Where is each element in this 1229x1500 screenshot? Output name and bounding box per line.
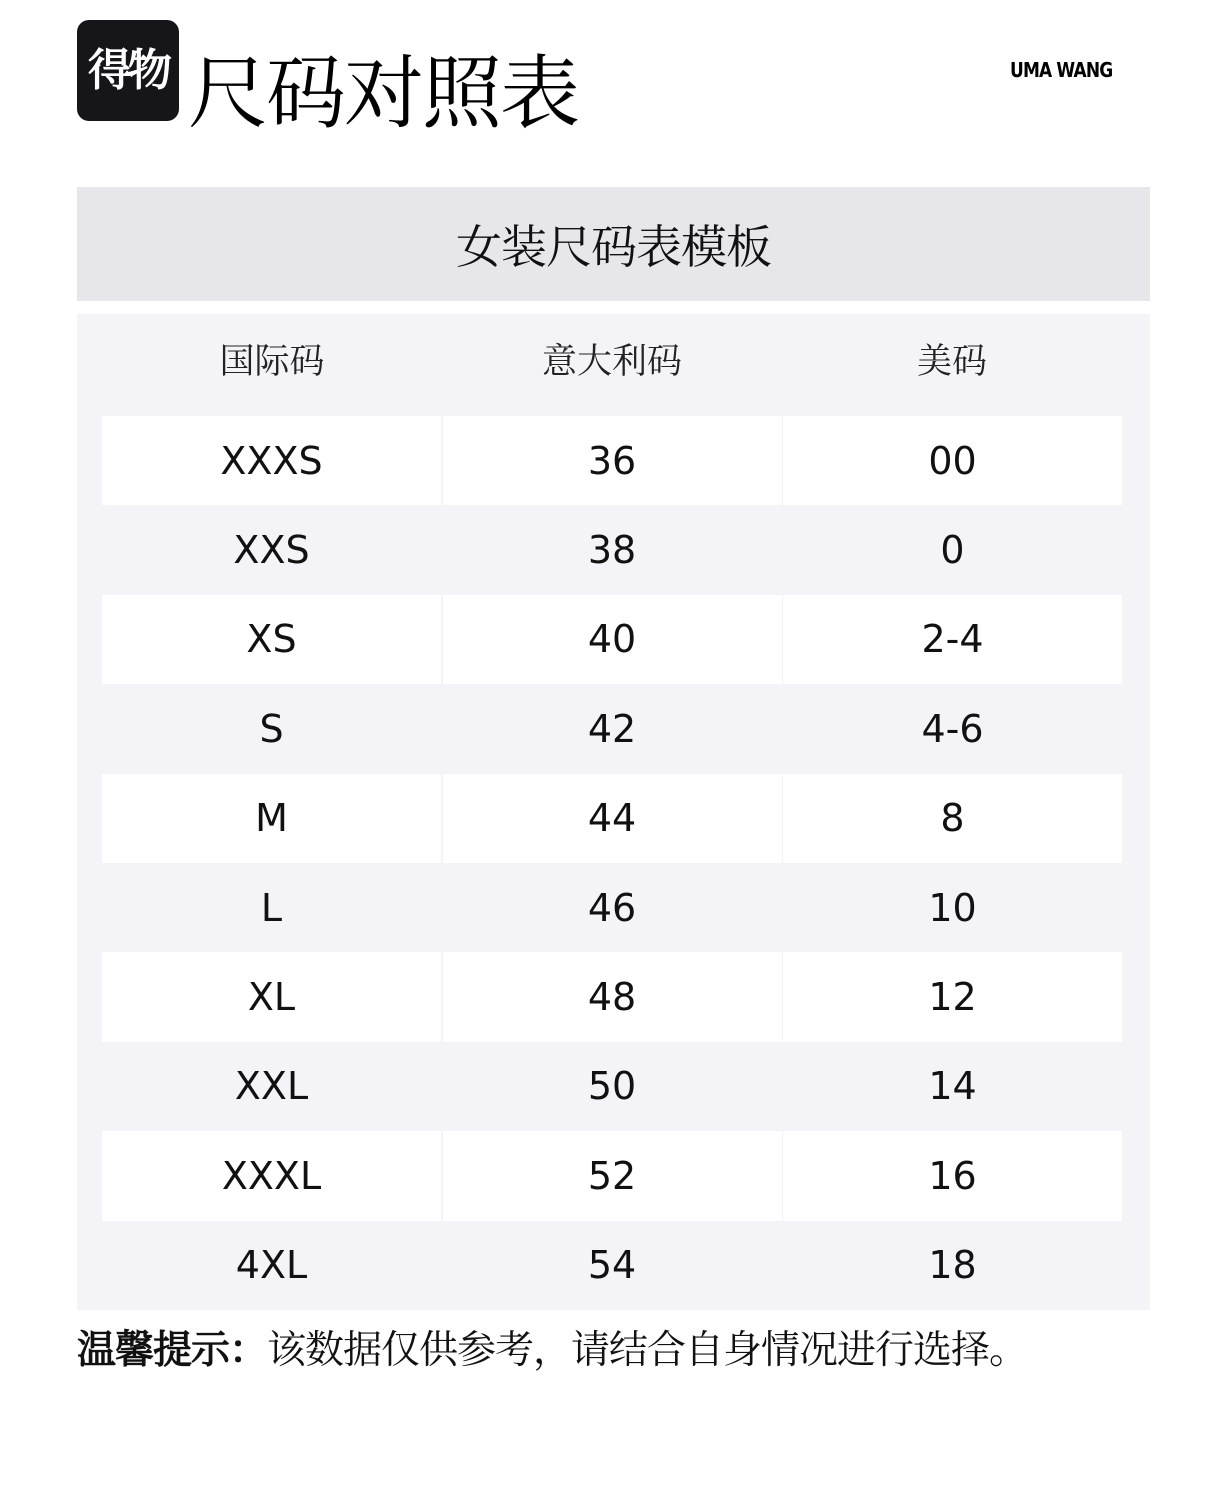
table-title-bar (77, 187, 1150, 301)
table-row (102, 774, 1122, 863)
cell-international: XXL (234, 1064, 309, 1109)
column-header-us: 美码 (916, 342, 987, 382)
cell-us: 16 (783, 1131, 1122, 1220)
cell-us: 00 (783, 416, 1122, 505)
cell-international: M (102, 774, 441, 863)
cell-international: XXXL (102, 1131, 441, 1220)
table-header-row (102, 314, 1122, 416)
table-row (102, 952, 1122, 1041)
table-row (102, 505, 1122, 594)
table-row (102, 1131, 1122, 1220)
footer-note-label: 温馨提示： (77, 1328, 268, 1373)
cell-international: S (259, 706, 284, 751)
cell-international: XXS (233, 528, 310, 573)
cell-italian: 38 (587, 528, 637, 573)
cell-us: 18 (928, 1243, 977, 1288)
cell-italian: 50 (587, 1064, 637, 1109)
cell-international: L (260, 885, 283, 930)
dewu-logo: 得物 (77, 20, 179, 121)
cell-international: 4XL (235, 1243, 308, 1288)
size-table (77, 314, 1150, 1310)
table-title: 女装尺码表模板 (456, 220, 771, 274)
brand-name: UMA WANG (1010, 58, 1113, 82)
column-header-international: 国际码 (219, 342, 325, 382)
table-row (102, 684, 1122, 773)
table-row (102, 416, 1122, 505)
cell-us: 10 (928, 885, 977, 930)
table-row (102, 595, 1122, 684)
table-row (102, 1042, 1122, 1131)
cell-italian: 48 (443, 952, 782, 1041)
cell-italian: 44 (443, 774, 782, 863)
cell-italian: 40 (443, 595, 782, 684)
cell-italian: 54 (587, 1243, 637, 1288)
cell-international: XXXS (102, 416, 441, 505)
cell-us: 8 (783, 774, 1122, 863)
cell-international: XS (102, 595, 441, 684)
cell-us: 2-4 (783, 595, 1122, 684)
cell-us: 0 (940, 528, 965, 573)
column-header-italian: 意大利码 (541, 342, 682, 382)
table-row (102, 863, 1122, 952)
cell-international: XL (102, 952, 441, 1041)
cell-italian: 42 (587, 706, 637, 751)
footer-note (77, 1323, 1027, 1379)
cell-italian: 52 (443, 1131, 782, 1220)
footer-note-text: 该数据仅供参考，请结合自身情况进行选择。 (267, 1328, 1028, 1373)
cell-us: 12 (783, 952, 1122, 1041)
cell-italian: 46 (587, 885, 637, 930)
cell-us: 4-6 (921, 706, 984, 751)
page-title: 尺码对照表 (188, 47, 578, 140)
cell-us: 14 (928, 1064, 977, 1109)
table-row (102, 1221, 1122, 1310)
table-body (102, 416, 1122, 1310)
cell-italian: 36 (443, 416, 782, 505)
